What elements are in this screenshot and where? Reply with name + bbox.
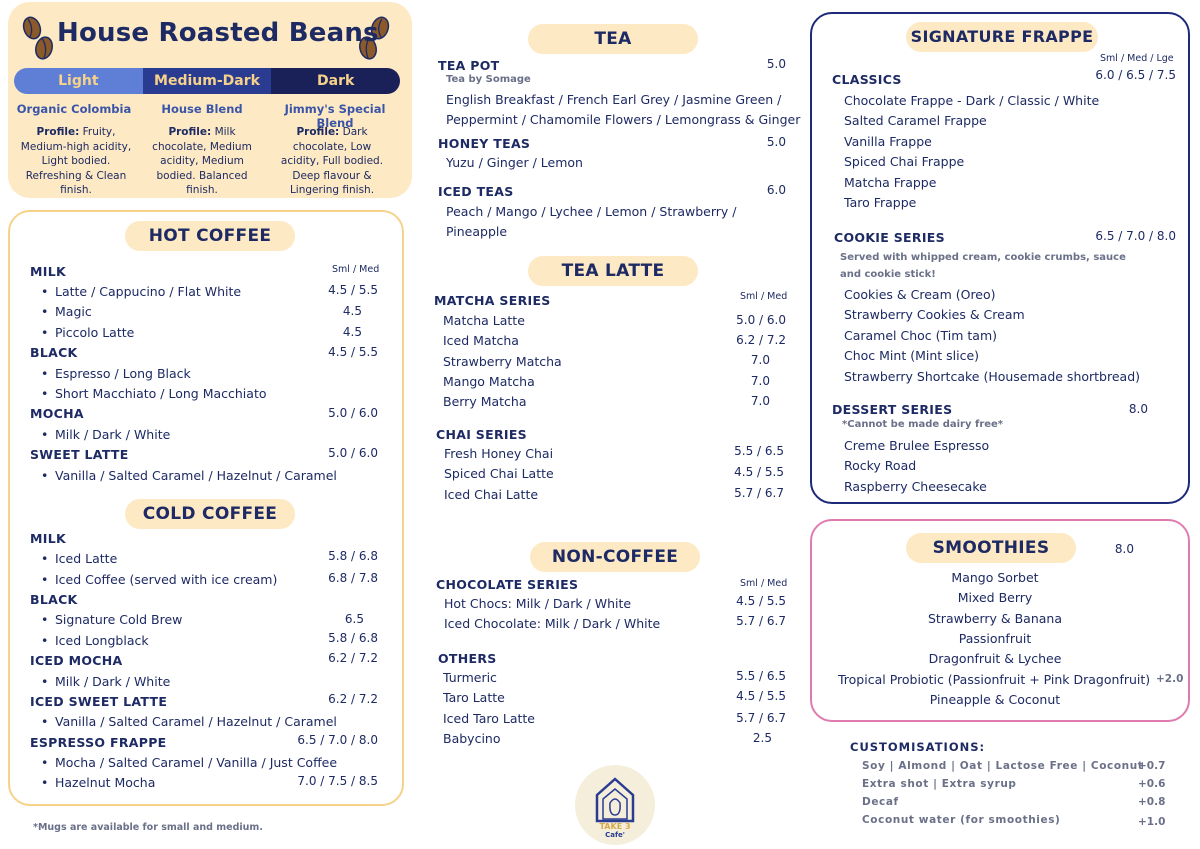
item-price: 5.0 — [766, 135, 786, 149]
signature-frappe-heading: SIGNATURE FRAPPE — [906, 22, 1098, 52]
item-price: 4.5 / 5.5 — [328, 345, 378, 359]
logo-subtext: Cafe' — [605, 831, 625, 839]
menu-item: Iced Matcha — [443, 333, 519, 348]
menu-item: Tropical Probiotic (Passionfruit + Pink Dragonfruit) — [838, 672, 1151, 687]
category-honey-teas: HONEY TEAS — [438, 136, 531, 151]
menu-item: Taro Latte — [443, 690, 505, 705]
menu-item: Berry Matcha — [443, 394, 527, 409]
customisation-price: +0.6 — [1138, 778, 1166, 790]
menu-item: • Mocha / Salted Caramel / Vanilla / Just Coffee — [55, 755, 337, 770]
beans-title: House Roasted Beans — [57, 18, 379, 48]
item-price: 2.5 — [752, 731, 772, 745]
menu-item: Mixed Berry — [957, 590, 1033, 605]
item-price: 5.5 / 6.5 — [736, 669, 786, 683]
menu-item: English Breakfast / French Earl Grey / Jasmine Green / — [446, 92, 782, 107]
item-price: 4.5 — [342, 304, 362, 318]
logo-text: TAKE 3 — [599, 822, 631, 831]
roast-scale — [14, 68, 400, 94]
blend-name: Jimmy's Special Blend — [284, 102, 386, 130]
customisation-item: Soy | Almond | Oat | Lactose Free | Coconut — [862, 760, 1144, 772]
item-price: 4.5 / 5.5 — [328, 283, 378, 297]
menu-item: Mango Matcha — [443, 374, 535, 389]
item-price: 7.0 / 7.5 / 8.5 — [297, 774, 378, 788]
menu-item: Dragonfruit & Lychee — [928, 651, 1062, 666]
category-cookie: COOKIE SERIES — [834, 230, 945, 245]
item-price: 8.0 — [1114, 542, 1134, 556]
menu-item: Caramel Choc (Tim tam) — [844, 328, 998, 343]
cookie-note: Served with whipped cream, cookie crumbs, sauce and cookie stick! — [840, 252, 1126, 280]
customisation-item: Coconut water (for smoothies) — [862, 814, 1061, 826]
customisation-price: +0.7 — [1138, 760, 1166, 772]
menu-item: Rocky Road — [844, 458, 917, 473]
category-black: BLACK — [30, 592, 78, 607]
item-price: 6.5 / 7.0 / 8.0 — [297, 733, 378, 747]
menu-item: • Hazelnut Mocha — [55, 775, 155, 790]
menu-item: • Iced Coffee (served with ice cream) — [55, 572, 277, 587]
customisation-item: Extra shot | Extra syrup — [862, 778, 1017, 790]
category-chai: CHAI SERIES — [436, 427, 527, 442]
menu-item: • Signature Cold Brew — [55, 612, 182, 627]
blend-profile: Profile: Milk chocolate, Medium acidity, Medium bodied. Balanced finish. — [152, 126, 252, 196]
roast-light: Light — [14, 68, 143, 94]
category-black: BLACK — [30, 345, 78, 360]
tea-latte-heading: TEA LATTE — [528, 256, 698, 286]
category-sweet-latte: SWEET LATTE — [30, 447, 129, 462]
smoothies-heading: SMOOTHIES — [906, 533, 1076, 563]
menu-item: • Magic — [55, 304, 92, 319]
category-chocolate: CHOCOLATE SERIES — [436, 577, 579, 592]
item-price: 4.5 / 5.5 — [734, 465, 784, 479]
blend-profile: Profile: Dark chocolate, Low acidity, Full bodied. Deep flavour & Lingering finish. — [280, 126, 384, 196]
item-price: 5.8 / 6.8 — [328, 631, 378, 645]
item-price: 7.0 — [750, 353, 770, 367]
menu-item: Iced Chai Latte — [444, 487, 539, 502]
menu-item: Spiced Chai Frappe — [844, 154, 965, 169]
item-price: 7.0 — [750, 394, 770, 408]
menu-item: Chocolate Frappe - Dark / Classic / White — [844, 93, 1100, 108]
category-iced-teas: ICED TEAS — [438, 184, 514, 199]
extra-price: +2.0 — [1156, 673, 1184, 685]
item-price: 6.0 / 6.5 / 7.5 — [1095, 68, 1176, 82]
item-price: 5.0 / 6.0 — [328, 446, 378, 460]
item-price: 5.0 — [766, 57, 786, 71]
menu-item: Matcha Frappe — [844, 175, 937, 190]
item-price: 4.5 / 5.5 — [736, 689, 786, 703]
category-iced-mocha: ICED MOCHA — [30, 653, 123, 668]
item-price: 4.5 — [342, 325, 362, 339]
cold-coffee-heading: COLD COFFEE — [125, 499, 295, 529]
item-price: 5.7 / 6.7 — [734, 486, 784, 500]
customisation-item: Decaf — [862, 796, 899, 808]
menu-item: Taro Frappe — [844, 195, 917, 210]
menu-item: Strawberry Cookies & Cream — [844, 307, 1025, 322]
menu-item: Pineapple — [446, 224, 508, 239]
menu-item: Fresh Honey Chai — [444, 446, 554, 461]
category-matcha: MATCHA SERIES — [434, 293, 551, 308]
menu-item: Strawberry & Banana — [927, 611, 1063, 626]
item-price: 6.5 — [344, 612, 364, 626]
category-iced-sweet-latte: ICED SWEET LATTE — [30, 694, 168, 709]
size-label: Sml / Med — [332, 264, 380, 275]
item-price: 6.0 — [766, 183, 786, 197]
menu-item: Vanilla Frappe — [844, 134, 932, 149]
blend-name: Organic Colombia — [16, 102, 132, 116]
tea-heading: TEA — [528, 24, 698, 54]
menu-item: Strawberry Matcha — [443, 354, 562, 369]
menu-item: Peppermint / Chamomile Flowers / Lemongrass & Ginger — [446, 112, 801, 127]
item-price: 7.0 — [750, 374, 770, 388]
item-price: 6.2 / 7.2 — [736, 333, 786, 347]
coffee-bean-icon — [18, 14, 58, 66]
menu-item: • Iced Latte — [55, 551, 117, 566]
menu-item: • Espresso / Long Black — [55, 366, 191, 381]
hot-coffee-heading: HOT COFFEE — [125, 221, 295, 251]
menu-item: Matcha Latte — [443, 313, 525, 328]
roast-medium-dark: Medium-Dark — [143, 68, 272, 94]
item-price: 6.2 / 7.2 — [328, 651, 378, 665]
menu-item: • Piccolo Latte — [55, 325, 134, 340]
menu-item: Peach / Mango / Lychee / Lemon / Strawberry / — [446, 204, 737, 219]
cafe-logo — [575, 765, 655, 845]
category-mocha: MOCHA — [30, 406, 84, 421]
customisation-price: +1.0 — [1138, 816, 1166, 828]
menu-item: Choc Mint (Mint slice) — [844, 348, 980, 363]
menu-item: • Milk / Dark / White — [55, 674, 170, 689]
item-price: 5.8 / 6.8 — [328, 549, 378, 563]
item-price: 6.5 / 7.0 / 8.0 — [1095, 229, 1176, 243]
menu-item: • Latte / Cappucino / Flat White — [55, 284, 241, 299]
category-tea-pot: TEA POT — [438, 58, 500, 73]
roast-dark: Dark — [271, 68, 400, 94]
non-coffee-heading: NON-COFFEE — [530, 542, 700, 572]
menu-item: • Vanilla / Salted Caramel / Hazelnut / Caramel — [55, 714, 337, 729]
menu-item: • Vanilla / Salted Caramel / Hazelnut / Caramel — [55, 468, 337, 483]
menu-item: Hot Chocs: Milk / Dark / White — [444, 596, 632, 611]
category-milk: MILK — [30, 531, 66, 546]
item-price: 6.8 / 7.8 — [328, 571, 378, 585]
dessert-note: *Cannot be made dairy free* — [842, 419, 1004, 430]
category-dessert: DESSERT SERIES — [832, 402, 953, 417]
menu-item: Strawberry Shortcake (Housemade shortbread) — [844, 369, 1141, 384]
item-price: 5.5 / 6.5 — [734, 444, 784, 458]
customisation-price: +0.8 — [1138, 796, 1166, 808]
footnote: *Mugs are available for small and medium. — [33, 822, 263, 833]
menu-item: Spiced Chai Latte — [444, 466, 554, 481]
item-price: 5.7 / 6.7 — [736, 711, 786, 725]
menu-item: • Iced Longblack — [55, 633, 149, 648]
blend-name: House Blend — [161, 102, 243, 116]
menu-item: Cookies & Cream (Oreo) — [844, 287, 996, 302]
menu-item: Raspberry Cheesecake — [844, 479, 987, 494]
menu-item: Pineapple & Coconut — [929, 692, 1061, 707]
menu-item: • Short Macchiato / Long Macchiato — [55, 386, 267, 401]
menu-item: Salted Caramel Frappe — [844, 113, 987, 128]
category-espresso-frappe: ESPRESSO FRAPPE — [30, 735, 167, 750]
item-price: 4.5 / 5.5 — [736, 594, 786, 608]
category-others: OTHERS — [438, 651, 497, 666]
tea-note: Tea by Somage — [446, 74, 531, 85]
blend-profile: Profile: Fruity, Medium-high acidity, Light bodied. Refreshing & Clean finish. — [20, 126, 132, 196]
category-classics: CLASSICS — [832, 72, 902, 87]
menu-item: Babycino — [443, 731, 501, 746]
size-label: Sml / Med — [740, 291, 788, 302]
size-label: Sml / Med — [740, 578, 788, 589]
size-label: Sml / Med / Lge — [1100, 53, 1174, 64]
menu-item: Turmeric — [443, 670, 497, 685]
menu-item: Yuzu / Ginger / Lemon — [446, 155, 583, 170]
menu-item: Iced Chocolate: Milk / Dark / White — [444, 616, 661, 631]
menu-item: Passionfruit — [958, 631, 1032, 646]
menu-item: Creme Brulee Espresso — [844, 438, 990, 453]
menu-item: Mango Sorbet — [951, 570, 1039, 585]
item-price: 5.0 / 6.0 — [328, 406, 378, 420]
item-price: 6.2 / 7.2 — [328, 692, 378, 706]
item-price: 5.7 / 6.7 — [736, 614, 786, 628]
category-milk: MILK — [30, 264, 66, 279]
item-price: 5.0 / 6.0 — [736, 313, 786, 327]
menu-item: • Milk / Dark / White — [55, 427, 170, 442]
item-price: 8.0 — [1128, 402, 1148, 416]
menu-item: Iced Taro Latte — [443, 711, 535, 726]
customisations-heading: CUSTOMISATIONS: — [850, 740, 986, 754]
